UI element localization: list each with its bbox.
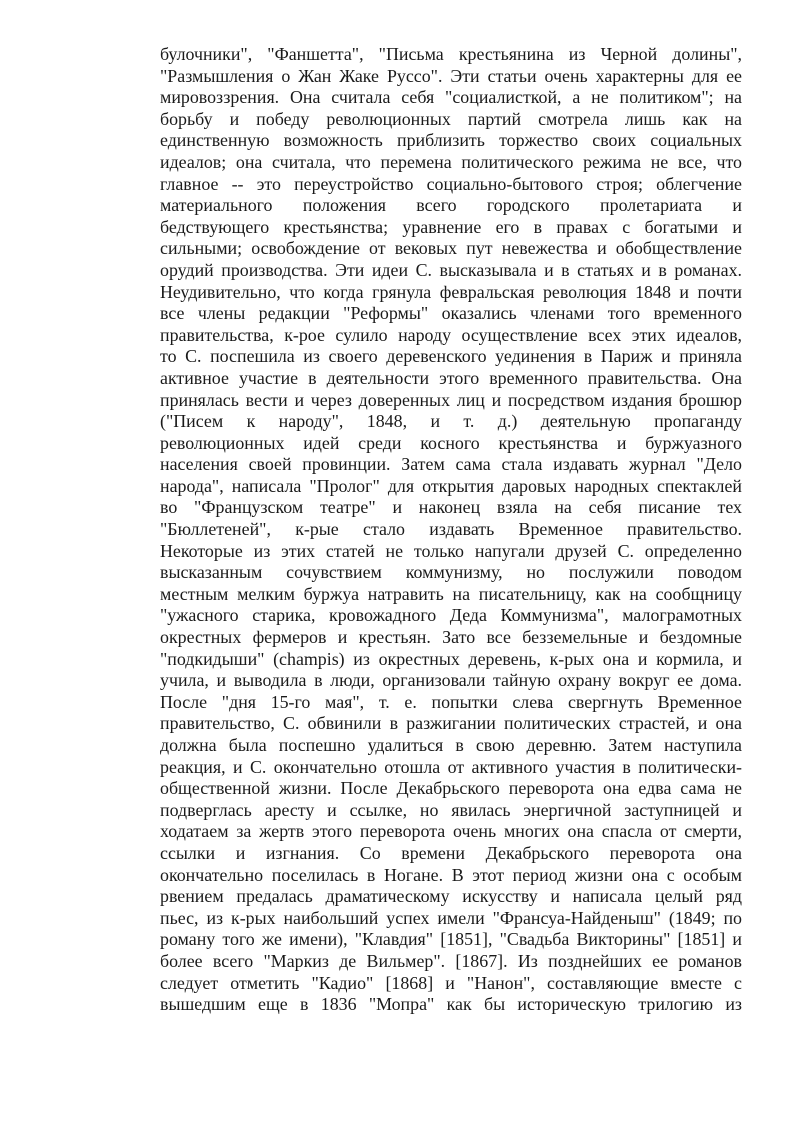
text-line: ходатаем за жертв этого переворота очень многих она спасла от смерти,: [160, 821, 742, 842]
text-line: более всего "Маркиз де Вильмер". [1867]. Из позднейших ее романов: [160, 950, 742, 971]
text-line: населения своей провинции. Затем сама стала издавать журнал "Дело: [160, 454, 742, 475]
text-line: местным мелким буржуа натравить на писательницу, как на сообщницу: [160, 583, 742, 604]
text-line: орудий производства. Эти идеи С. высказывала и в статьях и в романах.: [160, 259, 742, 280]
text-line: булочники", "Фаншетта", "Письма крестьянина из Черной долины",: [160, 44, 742, 64]
text-line: ("Писем к народу", 1848, и т. д.) деятельную пропаганду: [160, 411, 742, 432]
text-line: рвением предалась драматическому искусству и написала целый ряд: [160, 886, 742, 907]
text-line: ссылки и изгнания. Со времени Декабрьского переворота она: [160, 842, 742, 863]
text-line: следует отметить "Кадио" [1868] и "Нанон", составляющие вместе с: [160, 972, 742, 993]
text-line: борьбу и победу революционных партий смотрела лишь как на: [160, 108, 742, 129]
body-text: [160, 44, 742, 1016]
text-line: то С. поспешила из своего деревенского уединения в Париж и приняла: [160, 346, 742, 367]
text-line: все члены редакции "Реформы" оказались членами того временного: [160, 303, 742, 324]
text-line: Неудивительно, что когда грянула февральская революция 1848 и почти: [160, 281, 742, 302]
text-line: правительства, к-рое сулило народу осуществление всех этих идеалов,: [160, 324, 742, 345]
text-line: народа", написала "Пролог" для открытия даровых народных спектаклей: [160, 475, 742, 496]
text-line: роману того же имени), "Клавдия" [1851], "Свадьба Викторины" [1851] и: [160, 929, 742, 950]
text-line: единственную возможность приблизить торжество своих социальных: [160, 130, 742, 151]
text-line: "ужасного старика, кровожадного Деда Коммунизма", малограмотных: [160, 605, 742, 626]
text-line: окрестных фермеров и крестьян. Зато все безземельные и бездомные: [160, 627, 742, 648]
text-line: активное участие в деятельности этого временного правительства. Она: [160, 367, 742, 388]
text-line: сильными; освобождение от вековых пут невежества и обобществление: [160, 238, 742, 259]
text-line: окончательно поселилась в Ногане. В этот период жизни она с особым: [160, 864, 742, 885]
text-line: После "дня 15-го мая", т. е. попытки слева свергнуть Временное: [160, 691, 742, 712]
text-line: мировоззрения. Она считала себя "социалисткой, а не политиком"; на: [160, 87, 742, 108]
text-line: "Размышления о Жан Жаке Руссо". Эти статьи очень характерны для ее: [160, 65, 742, 86]
text-line: "подкидыши" (champis) из окрестных деревень, к-рых она и кормила, и: [160, 648, 742, 669]
text-line: Некоторые из этих статей не только напугали друзей С. определенно: [160, 540, 742, 561]
text-line: общественной жизни. После Декабрьского переворота она едва сама не: [160, 778, 742, 799]
text-line: "Бюллетеней", к-рые стало издавать Временное правительство.: [160, 519, 742, 540]
text-line: правительство, С. обвинили в разжигании политических страстей, и она: [160, 713, 742, 734]
text-line: бедствующего крестьянства; уравнение его в правах с богатыми и: [160, 216, 742, 237]
text-line: революционных идей среди косного крестьянства и буржуазного: [160, 432, 742, 453]
text-line: учила, и выводила в люди, организовали тайную охрану вокруг ее дома.: [160, 670, 742, 691]
text-line: вышедшим еще в 1836 "Мопра" как бы историческую трилогию из: [160, 994, 742, 1015]
text-line: высказанным сочувствием коммунизму, но послужили поводом: [160, 562, 742, 583]
text-line: во "Французском театре" и наконец взяла на себя писание тех: [160, 497, 742, 518]
text-line: реакция, и С. окончательно отошла от активного участия в политически-: [160, 756, 742, 777]
text-line: подверглась аресту и ссылке, но явилась энергичной заступницей и: [160, 799, 742, 820]
text-line: пьес, из к-рых наибольший успех имели "Франсуа-Найденыш" (1849; по: [160, 907, 742, 928]
text-line: должна была поспешно удалиться в свою деревню. Затем наступила: [160, 735, 742, 755]
text-line: материального положения всего городского пролетариата и: [160, 195, 742, 216]
text-line: идеалов; она считала, что перемена политического режима не все, что: [160, 151, 742, 172]
text-line: главное -- это переустройство социально-бытового строя; облегчение: [160, 173, 742, 194]
text-line: принялась вести и через доверенных лиц и посредством издания брошюр: [160, 389, 742, 410]
